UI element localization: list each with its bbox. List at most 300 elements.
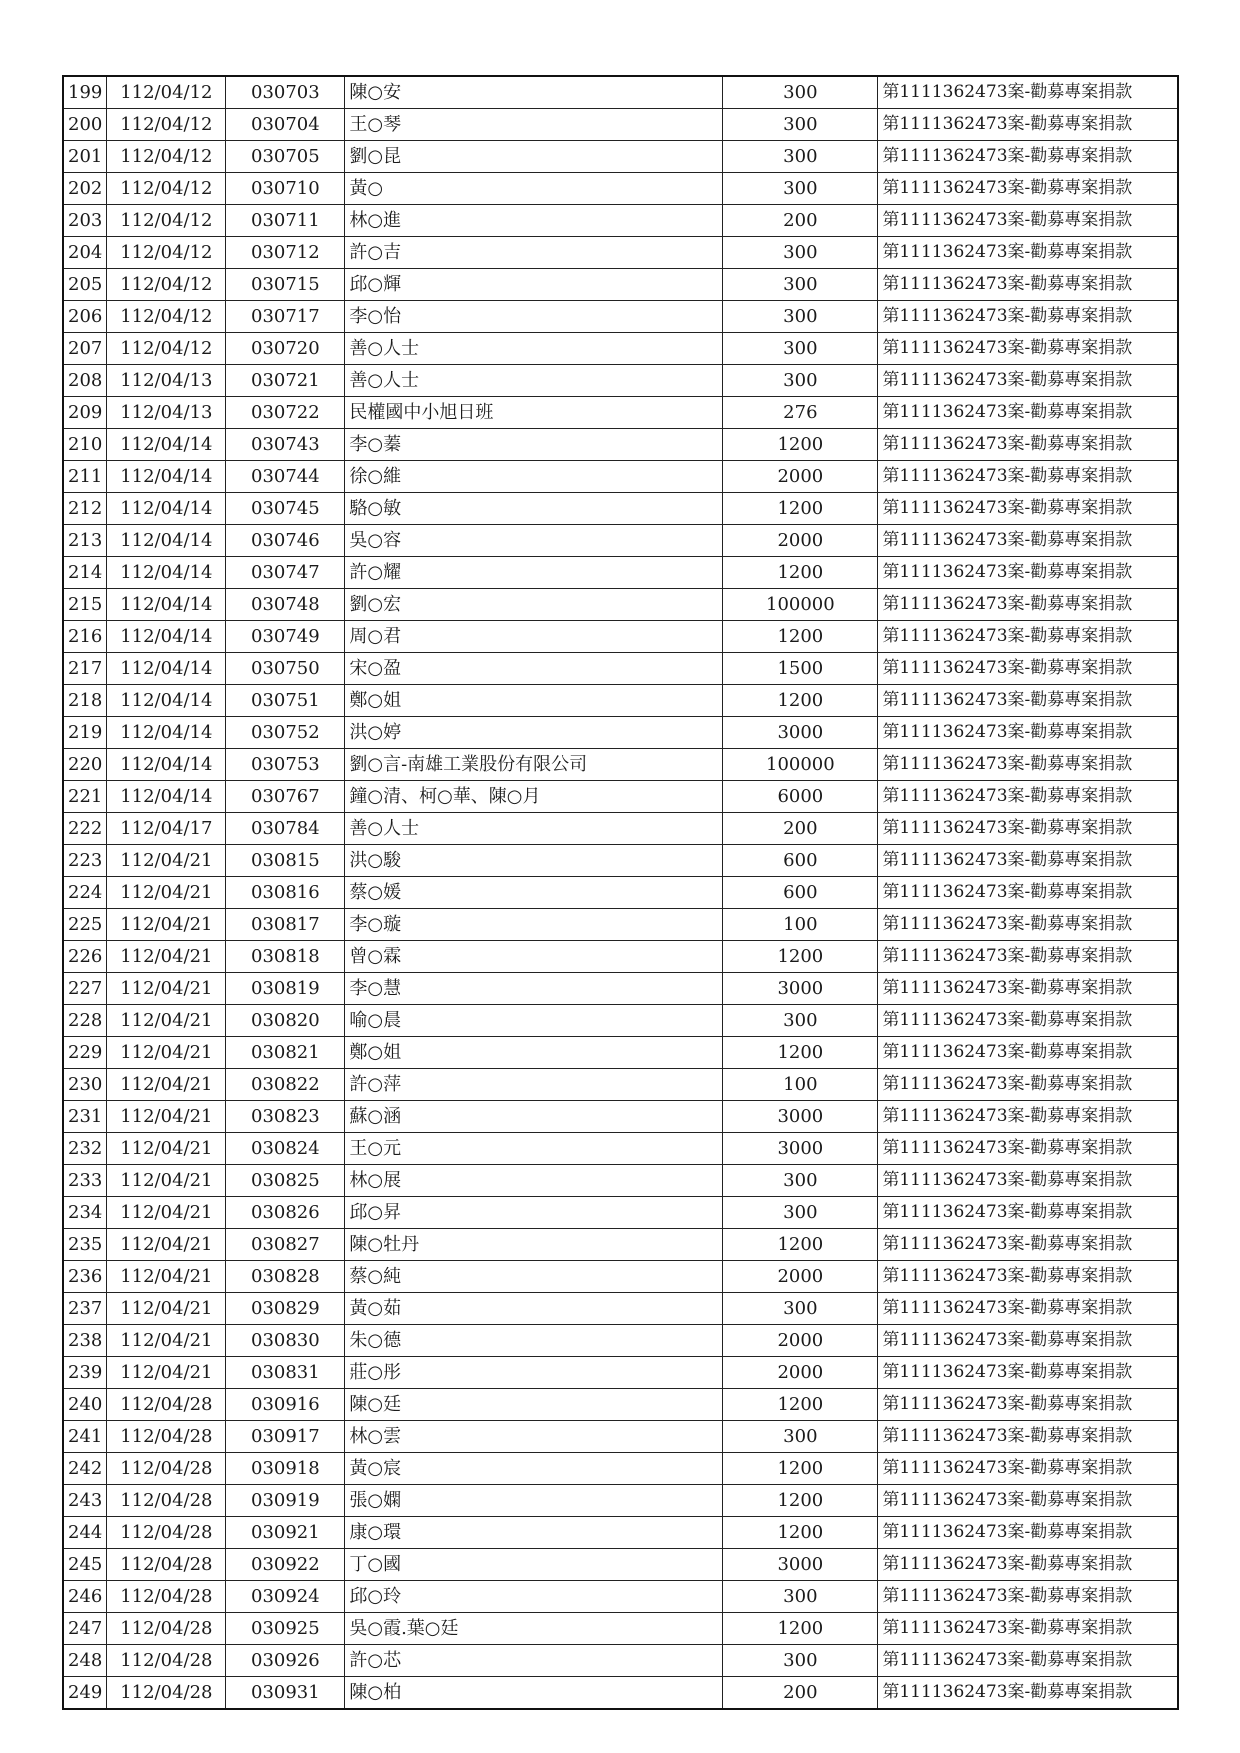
receipt-number: 030919 [226, 1485, 345, 1517]
table-row [63, 1389, 1178, 1421]
table-row [63, 973, 1178, 1005]
table-row [63, 1005, 1178, 1037]
receipt-number: 030828 [226, 1261, 345, 1293]
row-number: 232 [63, 1133, 107, 1165]
table-row [63, 1101, 1178, 1133]
donation-date: 112/04/13 [107, 365, 226, 397]
receipt-number: 030816 [226, 877, 345, 909]
donation-amount: 1200 [723, 557, 878, 589]
table-row [63, 1037, 1178, 1069]
table-row [63, 1421, 1178, 1453]
donor-name: 陳○牡丹 [345, 1229, 723, 1261]
donation-date: 112/04/12 [107, 205, 226, 237]
donation-note: 第1111362473案-勸募專案捐款 [878, 717, 1178, 749]
donation-date: 112/04/17 [107, 813, 226, 845]
receipt-number: 030720 [226, 333, 345, 365]
donor-name: 蘇○涵 [345, 1101, 723, 1133]
receipt-number: 030830 [226, 1325, 345, 1357]
donation-amount: 300 [723, 1293, 878, 1325]
donation-date: 112/04/12 [107, 269, 226, 301]
donation-note: 第1111362473案-勸募專案捐款 [878, 557, 1178, 589]
donor-name: 莊○彤 [345, 1357, 723, 1389]
row-number: 241 [63, 1421, 107, 1453]
table-row [63, 141, 1178, 173]
donor-name: 陳○柏 [345, 1677, 723, 1710]
row-number: 244 [63, 1517, 107, 1549]
donation-amount: 1200 [723, 1453, 878, 1485]
donation-note: 第1111362473案-勸募專案捐款 [878, 1069, 1178, 1101]
donation-amount: 1200 [723, 1517, 878, 1549]
donor-name: 劉○昆 [345, 141, 723, 173]
donation-note: 第1111362473案-勸募專案捐款 [878, 1229, 1178, 1261]
donor-name: 鄭○姐 [345, 1037, 723, 1069]
donation-date: 112/04/21 [107, 877, 226, 909]
table-row [63, 1133, 1178, 1165]
donation-amount: 300 [723, 1421, 878, 1453]
receipt-number: 030820 [226, 1005, 345, 1037]
receipt-number: 030751 [226, 685, 345, 717]
donation-table [62, 75, 1179, 1710]
donation-date: 112/04/21 [107, 1293, 226, 1325]
row-number: 249 [63, 1677, 107, 1710]
donor-name: 蔡○純 [345, 1261, 723, 1293]
donation-note: 第1111362473案-勸募專案捐款 [878, 1261, 1178, 1293]
donation-amount: 3000 [723, 1549, 878, 1581]
table-row [63, 557, 1178, 589]
table-row [63, 493, 1178, 525]
table-row [63, 909, 1178, 941]
row-number: 222 [63, 813, 107, 845]
donation-date: 112/04/14 [107, 749, 226, 781]
receipt-number: 030744 [226, 461, 345, 493]
receipt-number: 030823 [226, 1101, 345, 1133]
table-row [63, 525, 1178, 557]
table-row [63, 301, 1178, 333]
donation-amount: 100000 [723, 749, 878, 781]
donation-amount: 6000 [723, 781, 878, 813]
donation-amount: 300 [723, 1581, 878, 1613]
donation-amount: 2000 [723, 1325, 878, 1357]
row-number: 215 [63, 589, 107, 621]
row-number: 233 [63, 1165, 107, 1197]
donation-amount: 3000 [723, 973, 878, 1005]
donation-amount: 300 [723, 237, 878, 269]
donation-note: 第1111362473案-勸募專案捐款 [878, 301, 1178, 333]
row-number: 243 [63, 1485, 107, 1517]
donor-name: 洪○駿 [345, 845, 723, 877]
donor-name: 張○嫻 [345, 1485, 723, 1517]
table-row [63, 461, 1178, 493]
receipt-number: 030818 [226, 941, 345, 973]
donor-name: 邱○輝 [345, 269, 723, 301]
row-number: 212 [63, 493, 107, 525]
donation-date: 112/04/14 [107, 621, 226, 653]
donation-note: 第1111362473案-勸募專案捐款 [878, 1645, 1178, 1677]
donor-name: 陳○廷 [345, 1389, 723, 1421]
donor-name: 丁○國 [345, 1549, 723, 1581]
row-number: 219 [63, 717, 107, 749]
receipt-number: 030826 [226, 1197, 345, 1229]
receipt-number: 030921 [226, 1517, 345, 1549]
donation-date: 112/04/28 [107, 1389, 226, 1421]
donation-date: 112/04/28 [107, 1677, 226, 1710]
donor-name: 喻○晨 [345, 1005, 723, 1037]
receipt-number: 030931 [226, 1677, 345, 1710]
donor-name: 李○怡 [345, 301, 723, 333]
donation-amount: 2000 [723, 1357, 878, 1389]
donation-date: 112/04/28 [107, 1613, 226, 1645]
row-number: 202 [63, 173, 107, 205]
donation-date: 112/04/28 [107, 1453, 226, 1485]
donor-name: 徐○維 [345, 461, 723, 493]
receipt-number: 030817 [226, 909, 345, 941]
donation-amount: 300 [723, 141, 878, 173]
donation-note: 第1111362473案-勸募專案捐款 [878, 1101, 1178, 1133]
receipt-number: 030704 [226, 109, 345, 141]
row-number: 224 [63, 877, 107, 909]
table-row [63, 109, 1178, 141]
row-number: 246 [63, 1581, 107, 1613]
row-number: 201 [63, 141, 107, 173]
receipt-number: 030822 [226, 1069, 345, 1101]
row-number: 230 [63, 1069, 107, 1101]
donation-note: 第1111362473案-勸募專案捐款 [878, 1549, 1178, 1581]
donation-date: 112/04/21 [107, 1037, 226, 1069]
donation-note: 第1111362473案-勸募專案捐款 [878, 845, 1178, 877]
donation-amount: 300 [723, 1197, 878, 1229]
donation-note: 第1111362473案-勸募專案捐款 [878, 1293, 1178, 1325]
donation-note: 第1111362473案-勸募專案捐款 [878, 749, 1178, 781]
donation-amount: 100000 [723, 589, 878, 621]
donation-note: 第1111362473案-勸募專案捐款 [878, 429, 1178, 461]
donation-note: 第1111362473案-勸募專案捐款 [878, 1421, 1178, 1453]
table-row [63, 1677, 1178, 1710]
table-row [63, 1549, 1178, 1581]
donation-note: 第1111362473案-勸募專案捐款 [878, 461, 1178, 493]
table-row [63, 749, 1178, 781]
donation-date: 112/04/14 [107, 461, 226, 493]
donor-name: 許○吉 [345, 237, 723, 269]
receipt-number: 030717 [226, 301, 345, 333]
row-number: 221 [63, 781, 107, 813]
donation-date: 112/04/21 [107, 845, 226, 877]
donation-note: 第1111362473案-勸募專案捐款 [878, 1517, 1178, 1549]
table-row [63, 205, 1178, 237]
donation-note: 第1111362473案-勸募專案捐款 [878, 877, 1178, 909]
row-number: 203 [63, 205, 107, 237]
donation-note: 第1111362473案-勸募專案捐款 [878, 973, 1178, 1005]
donation-date: 112/04/13 [107, 397, 226, 429]
table-row [63, 237, 1178, 269]
receipt-number: 030831 [226, 1357, 345, 1389]
table-row [63, 1453, 1178, 1485]
donation-date: 112/04/21 [107, 973, 226, 1005]
receipt-number: 030721 [226, 365, 345, 397]
receipt-number: 030824 [226, 1133, 345, 1165]
row-number: 205 [63, 269, 107, 301]
row-number: 214 [63, 557, 107, 589]
receipt-number: 030747 [226, 557, 345, 589]
donation-note: 第1111362473案-勸募專案捐款 [878, 1005, 1178, 1037]
donation-date: 112/04/12 [107, 333, 226, 365]
donation-note: 第1111362473案-勸募專案捐款 [878, 205, 1178, 237]
row-number: 207 [63, 333, 107, 365]
donation-amount: 1200 [723, 1485, 878, 1517]
donation-table-body [63, 76, 1178, 1709]
receipt-number: 030784 [226, 813, 345, 845]
donation-note: 第1111362473案-勸募專案捐款 [878, 909, 1178, 941]
row-number: 223 [63, 845, 107, 877]
donor-name: 曾○霖 [345, 941, 723, 973]
donation-note: 第1111362473案-勸募專案捐款 [878, 493, 1178, 525]
donation-date: 112/04/14 [107, 429, 226, 461]
donation-amount: 1200 [723, 429, 878, 461]
receipt-number: 030711 [226, 205, 345, 237]
donor-name: 劉○宏 [345, 589, 723, 621]
donation-date: 112/04/12 [107, 109, 226, 141]
donation-note: 第1111362473案-勸募專案捐款 [878, 1613, 1178, 1645]
receipt-number: 030710 [226, 173, 345, 205]
row-number: 209 [63, 397, 107, 429]
donor-name: 劉○言-南雄工業股份有限公司 [345, 749, 723, 781]
table-row [63, 685, 1178, 717]
donation-note: 第1111362473案-勸募專案捐款 [878, 141, 1178, 173]
donation-amount: 200 [723, 205, 878, 237]
donation-date: 112/04/28 [107, 1485, 226, 1517]
donation-date: 112/04/12 [107, 173, 226, 205]
row-number: 239 [63, 1357, 107, 1389]
donation-note: 第1111362473案-勸募專案捐款 [878, 333, 1178, 365]
donation-date: 112/04/28 [107, 1645, 226, 1677]
donation-date: 112/04/14 [107, 685, 226, 717]
donation-amount: 200 [723, 1677, 878, 1710]
row-number: 242 [63, 1453, 107, 1485]
table-row [63, 1357, 1178, 1389]
row-number: 247 [63, 1613, 107, 1645]
donor-name: 王○琴 [345, 109, 723, 141]
table-row [63, 1581, 1178, 1613]
receipt-number: 030705 [226, 141, 345, 173]
donation-amount: 300 [723, 173, 878, 205]
receipt-number: 030743 [226, 429, 345, 461]
donation-note: 第1111362473案-勸募專案捐款 [878, 1485, 1178, 1517]
donation-amount: 1200 [723, 1229, 878, 1261]
donation-amount: 2000 [723, 461, 878, 493]
donation-note: 第1111362473案-勸募專案捐款 [878, 1357, 1178, 1389]
table-row [63, 333, 1178, 365]
row-number: 210 [63, 429, 107, 461]
donor-name: 民權國中小旭日班 [345, 397, 723, 429]
donation-date: 112/04/21 [107, 1165, 226, 1197]
row-number: 206 [63, 301, 107, 333]
donation-note: 第1111362473案-勸募專案捐款 [878, 237, 1178, 269]
table-row [63, 1261, 1178, 1293]
donation-date: 112/04/21 [107, 1357, 226, 1389]
donation-date: 112/04/14 [107, 589, 226, 621]
donation-date: 112/04/14 [107, 781, 226, 813]
donation-amount: 1200 [723, 1389, 878, 1421]
donor-name: 李○慧 [345, 973, 723, 1005]
donation-amount: 1200 [723, 685, 878, 717]
donor-name: 周○君 [345, 621, 723, 653]
donation-amount: 600 [723, 845, 878, 877]
donor-name: 邱○玲 [345, 1581, 723, 1613]
receipt-number: 030815 [226, 845, 345, 877]
donation-amount: 2000 [723, 1261, 878, 1293]
receipt-number: 030926 [226, 1645, 345, 1677]
donor-name: 黃○茹 [345, 1293, 723, 1325]
donor-name: 林○進 [345, 205, 723, 237]
donation-date: 112/04/14 [107, 717, 226, 749]
row-number: 204 [63, 237, 107, 269]
row-number: 231 [63, 1101, 107, 1133]
table-row [63, 813, 1178, 845]
donation-amount: 3000 [723, 1101, 878, 1133]
donor-name: 善○人士 [345, 365, 723, 397]
receipt-number: 030752 [226, 717, 345, 749]
donor-name: 善○人士 [345, 813, 723, 845]
row-number: 200 [63, 109, 107, 141]
donation-note: 第1111362473案-勸募專案捐款 [878, 1389, 1178, 1421]
receipt-number: 030922 [226, 1549, 345, 1581]
table-row [63, 429, 1178, 461]
donation-amount: 2000 [723, 525, 878, 557]
table-row [63, 1197, 1178, 1229]
receipt-number: 030722 [226, 397, 345, 429]
donation-date: 112/04/28 [107, 1581, 226, 1613]
table-row [63, 269, 1178, 301]
donation-date: 112/04/12 [107, 301, 226, 333]
donation-amount: 300 [723, 333, 878, 365]
donation-note: 第1111362473案-勸募專案捐款 [878, 1037, 1178, 1069]
table-row [63, 1069, 1178, 1101]
donor-name: 林○展 [345, 1165, 723, 1197]
row-number: 220 [63, 749, 107, 781]
row-number: 245 [63, 1549, 107, 1581]
donation-note: 第1111362473案-勸募專案捐款 [878, 1133, 1178, 1165]
receipt-number: 030712 [226, 237, 345, 269]
donation-amount: 100 [723, 909, 878, 941]
donation-note: 第1111362473案-勸募專案捐款 [878, 76, 1178, 109]
donation-date: 112/04/28 [107, 1549, 226, 1581]
donation-date: 112/04/28 [107, 1421, 226, 1453]
donation-note: 第1111362473案-勸募專案捐款 [878, 1197, 1178, 1229]
donation-date: 112/04/14 [107, 525, 226, 557]
receipt-number: 030917 [226, 1421, 345, 1453]
donation-amount: 1200 [723, 1037, 878, 1069]
donor-name: 李○璇 [345, 909, 723, 941]
row-number: 234 [63, 1197, 107, 1229]
donor-name: 王○元 [345, 1133, 723, 1165]
table-row [63, 781, 1178, 813]
donation-amount: 1200 [723, 941, 878, 973]
donor-name: 黃○宸 [345, 1453, 723, 1485]
donation-amount: 300 [723, 1005, 878, 1037]
donation-note: 第1111362473案-勸募專案捐款 [878, 173, 1178, 205]
donation-date: 112/04/14 [107, 653, 226, 685]
donation-amount: 300 [723, 1165, 878, 1197]
donation-date: 112/04/12 [107, 237, 226, 269]
donation-note: 第1111362473案-勸募專案捐款 [878, 269, 1178, 301]
table-row [63, 589, 1178, 621]
row-number: 237 [63, 1293, 107, 1325]
donation-amount: 3000 [723, 1133, 878, 1165]
donation-note: 第1111362473案-勸募專案捐款 [878, 365, 1178, 397]
table-row [63, 1293, 1178, 1325]
receipt-number: 030825 [226, 1165, 345, 1197]
donor-name: 康○環 [345, 1517, 723, 1549]
table-row [63, 1485, 1178, 1517]
receipt-number: 030753 [226, 749, 345, 781]
donation-note: 第1111362473案-勸募專案捐款 [878, 1453, 1178, 1485]
receipt-number: 030749 [226, 621, 345, 653]
donation-amount: 300 [723, 109, 878, 141]
donation-amount: 300 [723, 1645, 878, 1677]
donation-date: 112/04/21 [107, 1101, 226, 1133]
row-number: 248 [63, 1645, 107, 1677]
table-row [63, 76, 1178, 109]
donor-name: 宋○盈 [345, 653, 723, 685]
donation-amount: 200 [723, 813, 878, 845]
table-row [63, 1613, 1178, 1645]
donation-note: 第1111362473案-勸募專案捐款 [878, 1165, 1178, 1197]
table-row [63, 173, 1178, 205]
receipt-number: 030916 [226, 1389, 345, 1421]
donor-name: 駱○敏 [345, 493, 723, 525]
receipt-number: 030748 [226, 589, 345, 621]
table-row [63, 877, 1178, 909]
receipt-number: 030819 [226, 973, 345, 1005]
donation-date: 112/04/21 [107, 1133, 226, 1165]
donation-date: 112/04/14 [107, 557, 226, 589]
receipt-number: 030924 [226, 1581, 345, 1613]
row-number: 226 [63, 941, 107, 973]
donor-name: 善○人士 [345, 333, 723, 365]
table-row [63, 941, 1178, 973]
receipt-number: 030767 [226, 781, 345, 813]
row-number: 238 [63, 1325, 107, 1357]
donor-name: 蔡○媛 [345, 877, 723, 909]
row-number: 235 [63, 1229, 107, 1261]
donor-name: 吳○霞.葉○廷 [345, 1613, 723, 1645]
donation-amount: 1500 [723, 653, 878, 685]
donor-name: 許○萍 [345, 1069, 723, 1101]
donation-note: 第1111362473案-勸募專案捐款 [878, 589, 1178, 621]
table-row [63, 1229, 1178, 1261]
donation-note: 第1111362473案-勸募專案捐款 [878, 525, 1178, 557]
receipt-number: 030746 [226, 525, 345, 557]
row-number: 199 [63, 76, 107, 109]
donation-amount: 300 [723, 269, 878, 301]
row-number: 227 [63, 973, 107, 1005]
receipt-number: 030703 [226, 76, 345, 109]
donation-amount: 1200 [723, 1613, 878, 1645]
receipt-number: 030715 [226, 269, 345, 301]
table-row [63, 1517, 1178, 1549]
donor-name: 洪○婷 [345, 717, 723, 749]
donor-name: 林○雲 [345, 1421, 723, 1453]
donation-date: 112/04/21 [107, 1005, 226, 1037]
donation-amount: 276 [723, 397, 878, 429]
donation-date: 112/04/12 [107, 141, 226, 173]
donation-date: 112/04/21 [107, 941, 226, 973]
receipt-number: 030821 [226, 1037, 345, 1069]
table-row [63, 621, 1178, 653]
donation-note: 第1111362473案-勸募專案捐款 [878, 653, 1178, 685]
donor-name: 許○耀 [345, 557, 723, 589]
receipt-number: 030918 [226, 1453, 345, 1485]
table-row [63, 1645, 1178, 1677]
